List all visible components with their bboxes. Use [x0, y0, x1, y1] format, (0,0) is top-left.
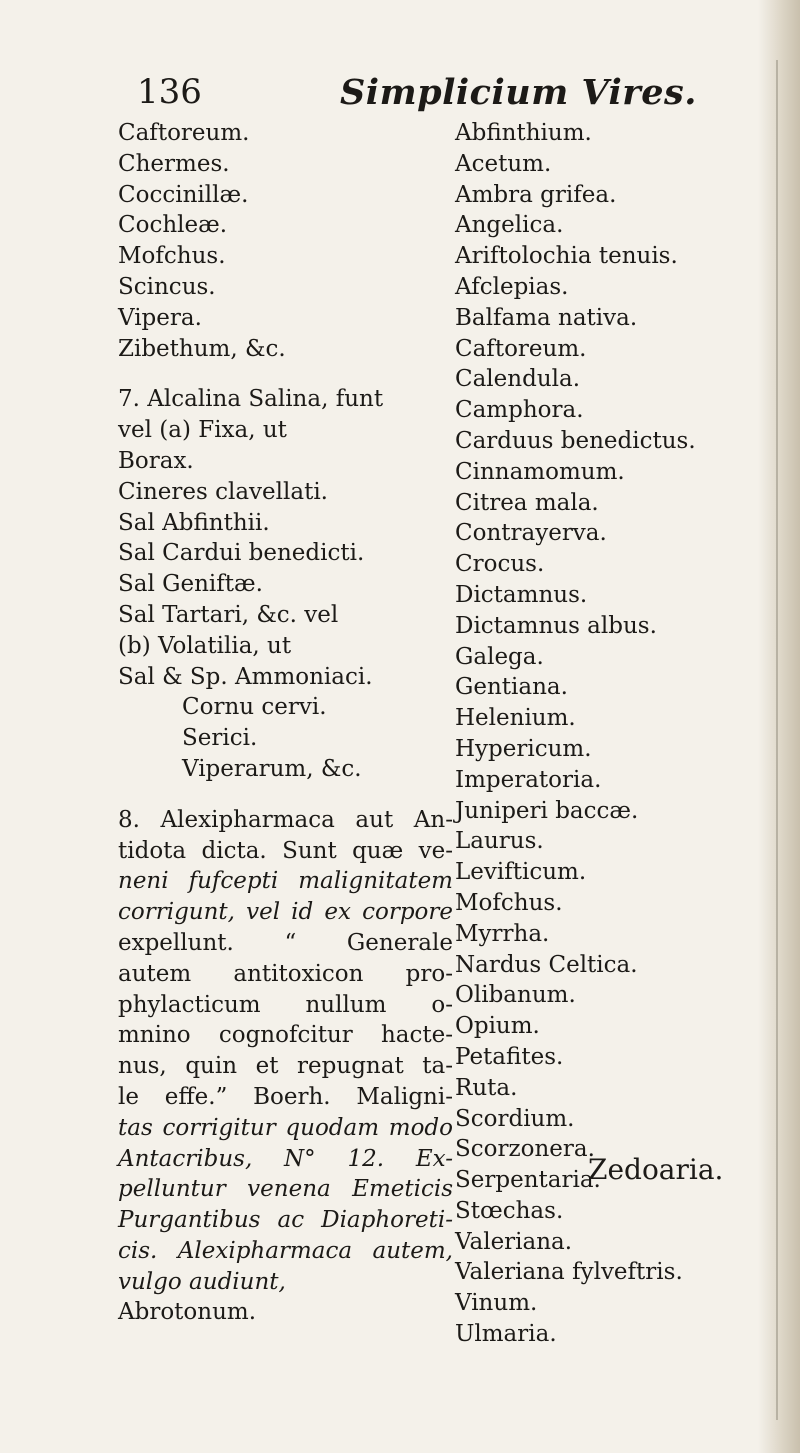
- list-item: Serici.: [182, 725, 258, 752]
- list-item: Ambra grifea.: [455, 181, 617, 208]
- catchword: Zedoaria.: [588, 1153, 724, 1186]
- list-item: Vinum.: [455, 1290, 538, 1317]
- paragraph-line: nus, quin et repugnat ta-: [118, 1053, 453, 1080]
- list-item: Cochleæ.: [118, 212, 228, 239]
- list-item: Cineres clavellati.: [118, 478, 328, 505]
- list-item: Nardus Celtica.: [455, 951, 638, 978]
- paragraph-line: Purgantibus ac Diaphoreti-: [118, 1207, 453, 1234]
- paragraph-line: expellunt. “ Generale: [118, 929, 453, 956]
- spacer: [118, 785, 453, 805]
- list-item: Helenium.: [455, 705, 576, 732]
- list-item: Ruta.: [455, 1074, 518, 1101]
- section-heading: 7. Alcalina Salina, funt: [118, 386, 384, 413]
- list-item: Camphora.: [455, 397, 584, 424]
- list-item: Afclepias.: [455, 273, 569, 300]
- list-item: Valeriana.: [455, 1228, 573, 1255]
- list-item: Laurus.: [455, 828, 544, 855]
- list-item: Contrayerva.: [455, 520, 607, 547]
- list-item: Crocus.: [455, 551, 545, 578]
- list-item: Serpentaria.: [455, 1167, 601, 1194]
- list-item: Abrotonum.: [118, 1299, 257, 1326]
- list-item: Chermes.: [118, 150, 230, 177]
- list-item: Carduus benedictus.: [455, 427, 696, 454]
- list-item: Angelica.: [455, 212, 564, 239]
- running-title: Simplicium Vires.: [340, 72, 697, 113]
- list-item: Balfama nativa.: [455, 304, 638, 331]
- paragraph-line: vulgo audiunt,: [118, 1268, 286, 1295]
- list-item: Dictamnus albus.: [455, 612, 657, 639]
- animal-list: [118, 118, 453, 364]
- list-item: Levifticum.: [455, 859, 587, 886]
- paragraph-line: neni fufcepti malignitatem: [118, 868, 453, 895]
- list-item: Sal Cardui benedicti.: [118, 540, 365, 567]
- list-item: Stœchas.: [455, 1197, 564, 1224]
- list-item: Caftoreum.: [455, 335, 587, 362]
- list-item: Hypericum.: [455, 735, 592, 762]
- left-column: [118, 118, 453, 1328]
- list-item: Zibethum, &c.: [118, 335, 286, 362]
- list-item: Cinnamomum.: [455, 458, 625, 485]
- list-item: Citrea mala.: [455, 489, 599, 516]
- list-item: Sal & Sp. Ammoniaci.: [118, 663, 373, 690]
- list-item: Scincus.: [118, 273, 216, 300]
- list-item: Scordium.: [455, 1105, 575, 1132]
- paragraph-line: le effe.” Boerh. Maligni-: [118, 1083, 453, 1110]
- list-item: Mofchus.: [455, 889, 563, 916]
- list-item: Mofchus.: [118, 243, 226, 270]
- page-number: 136: [137, 72, 202, 112]
- paragraph-line: autem antitoxicon pro-: [118, 960, 453, 987]
- binding-line: [776, 60, 778, 1420]
- list-item: Myrrha.: [455, 920, 550, 947]
- spacer: [118, 364, 453, 384]
- section-heading: 8. Alexipharmaca aut An-: [118, 806, 453, 833]
- list-item: Ulmaria.: [455, 1321, 557, 1348]
- section-7: [118, 384, 453, 784]
- list-item: Sal Tartari, &c. vel: [118, 601, 339, 628]
- paragraph-line: cis. Alexipharmaca autem,: [118, 1237, 453, 1264]
- list-item: Gentiana.: [455, 674, 568, 701]
- list-item: Olibanum.: [455, 982, 576, 1009]
- list-item: Sal Geniftæ.: [118, 571, 263, 598]
- paragraph-line: mnino cognofcitur hacte-: [118, 1022, 453, 1049]
- paragraph-line: pelluntur venena Emeticis: [118, 1176, 453, 1203]
- list-item: Juniperi baccæ.: [455, 797, 639, 824]
- paragraph-line: phylacticum nullum o-: [118, 991, 453, 1018]
- list-item: Coccinillæ.: [118, 181, 249, 208]
- list-item: Calendula.: [455, 366, 581, 393]
- list-item: Borax.: [118, 447, 194, 474]
- list-item: Dictamnus.: [455, 581, 588, 608]
- section-8: [118, 805, 453, 1329]
- paragraph-line: tas corrigitur quodam modo: [118, 1114, 453, 1141]
- list-item: Acetum.: [455, 150, 552, 177]
- list-item: Opium.: [455, 1013, 540, 1040]
- list-item: Sal Abfinthii.: [118, 509, 270, 536]
- list-item: Scorzonera.: [455, 1136, 595, 1163]
- list-item: Abfinthium.: [455, 120, 592, 146]
- list-item: Ariftolochia tenuis.: [455, 243, 678, 270]
- list-item: Vipera.: [118, 304, 202, 331]
- list-item: (b) Volatilia, ut: [118, 632, 292, 659]
- paragraph-line: Antacribus, N° 12. Ex-: [118, 1145, 453, 1172]
- section-line: vel (a) Fixa, ut: [118, 417, 287, 444]
- list-item: Valeriana fylveftris.: [455, 1259, 683, 1286]
- list-item: Imperatoria.: [455, 766, 602, 793]
- paragraph-line: tidota dicta. Sunt quæ ve-: [118, 837, 453, 864]
- list-item: Viperarum, &c.: [182, 755, 362, 782]
- paragraph-line: corrigunt, vel id ex corpore: [118, 899, 453, 926]
- list-item: Petafites.: [455, 1043, 564, 1070]
- list-item: Galega.: [455, 643, 544, 670]
- list-item: Cornu cervi.: [182, 694, 327, 721]
- list-item: Caftoreum.: [118, 120, 250, 146]
